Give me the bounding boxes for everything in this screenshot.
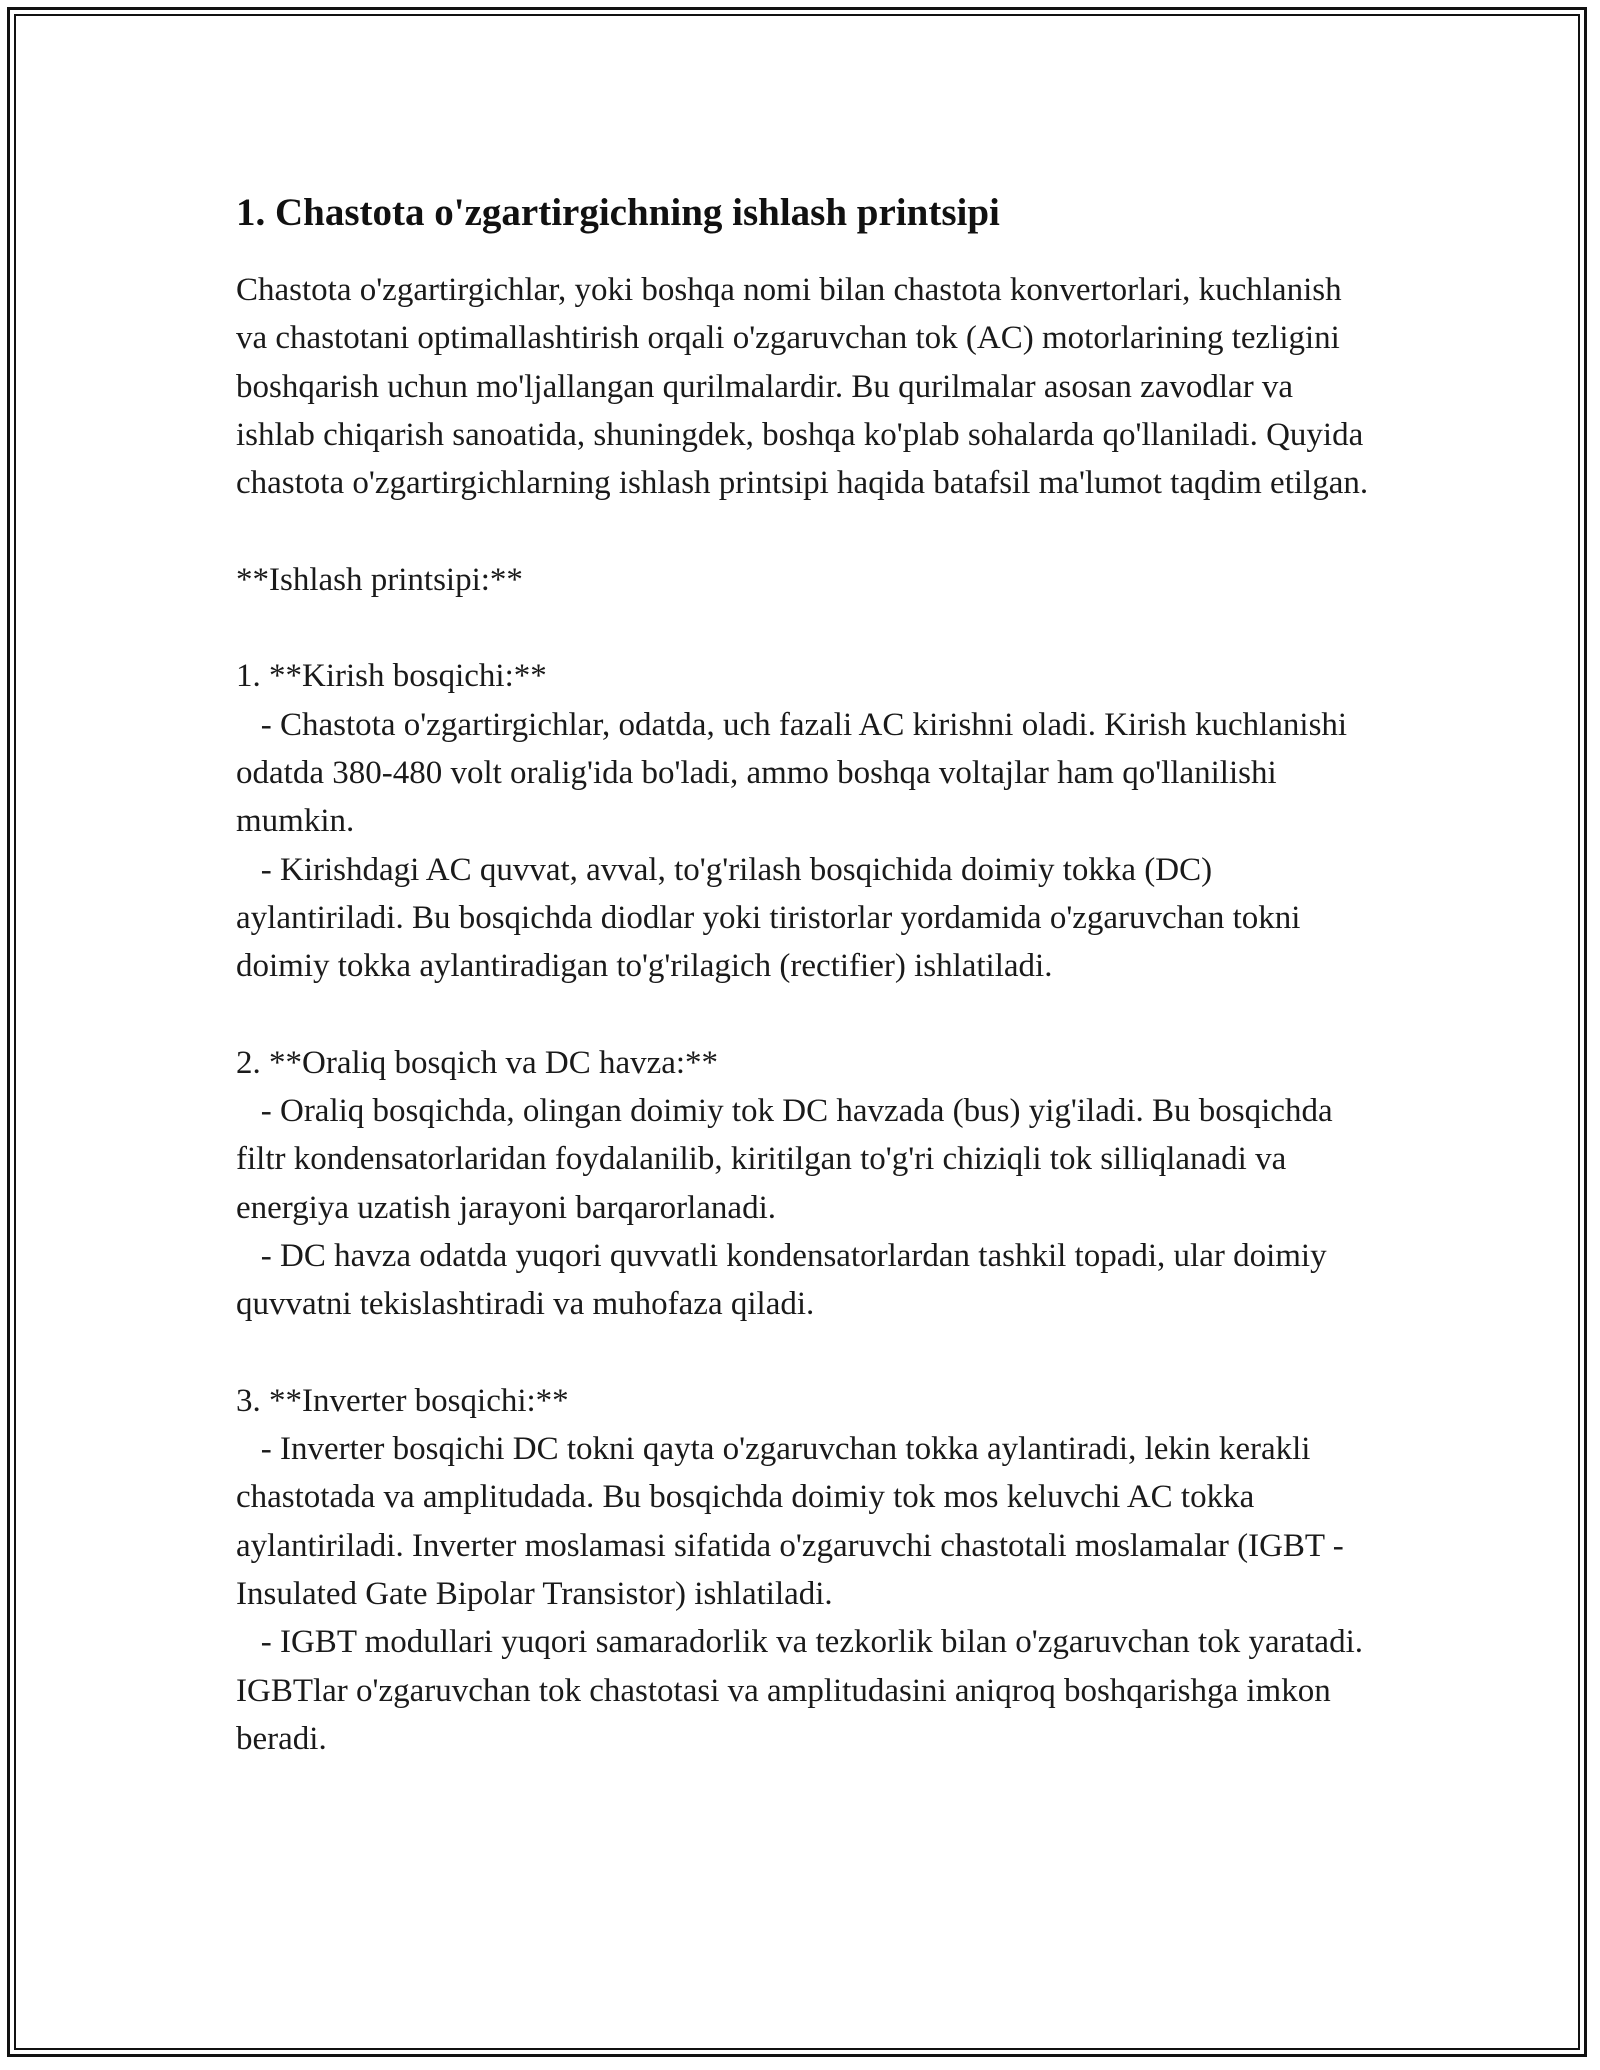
document-body: Chastota o'zgartirgichlar, yoki boshqa nomi bilan chastota konvertorlari, kuchlanish va chastotani optimallashtirish orqali o'zgaruvchan tok (AC) motorlarining tezligini boshqarish uchun mo'ljallangan qurilmalardir. Bu qurilmalar asosan zavodlar va ishlab chiqarish sanoatida, shuningdek, boshqa ko'plab sohalarda qo'llaniladi. Quyida chastota o'zgartirgichlarning ishlash printsipi haqida batafsil ma'lumot taqdim etilgan. **Ishlash printsipi:** 1. **Kirish bosqichi:** - Chastota o'zgartirgichlar, odatda, uch fazali AC kirishni oladi. Kirish kuchlanishi odatda 380-480 volt oralig'ida bo'ladi, ammo boshqa voltajlar ham qo'llanilishi mumkin. - Kirishdagi AC quvvat, avval, to'g'rilash bosqichida doimiy tokka (DC) aylantiriladi. Bu bosqichda diodlar yoki tiristorlar yordamida o'zgaruvchan tokni doimiy tokka aylantiradigan to'g'rilagich (rectifier) ishlatiladi. 2. **Oraliq bosqich va DC havza:** - Oraliq bosqichda, olingan doimiy tok DC havzada (bus) yig'iladi. Bu bosqichda filtr kondensatorlaridan foydalanilib, kiritilgan to'g'ri chiziqli tok silliqlanadi va energiya uzatish jarayoni barqarorlanadi. - DC havza odatda yuqori quvvatli kondensatorlardan tashkil topadi, ular doimiy quvvatni tekislashtiradi va muhofaza qiladi. 3. **Inverter bosqichi:** - Inverter bosqichi DC tokni qayta o'zgaruvchan tokka aylantiradi, lekin kerakli chastotada va amplitudada. Bu bosqichda doimiy tok mos keluvchi AC tokka aylantiriladi. Inverter moslamasi sifatida o'zgaruvchi chastotali moslamalar (IGBT - Insulated Gate Bipolar Transistor) ishlatiladi. - IGBT modullari yuqori samaradorlik va tezkorlik bilan o'zgaruvchan tok yaratadi. IGBTlar o'zgaruvchan tok chastotasi va amplitudasini aniqroq boshqarishga imkon beradi.	[236, 272, 1369, 1757]
document-title: 1. Chastota o'zgartirgichning ishlash printsipi	[236, 191, 1000, 234]
document-page	[236, 186, 1376, 1763]
